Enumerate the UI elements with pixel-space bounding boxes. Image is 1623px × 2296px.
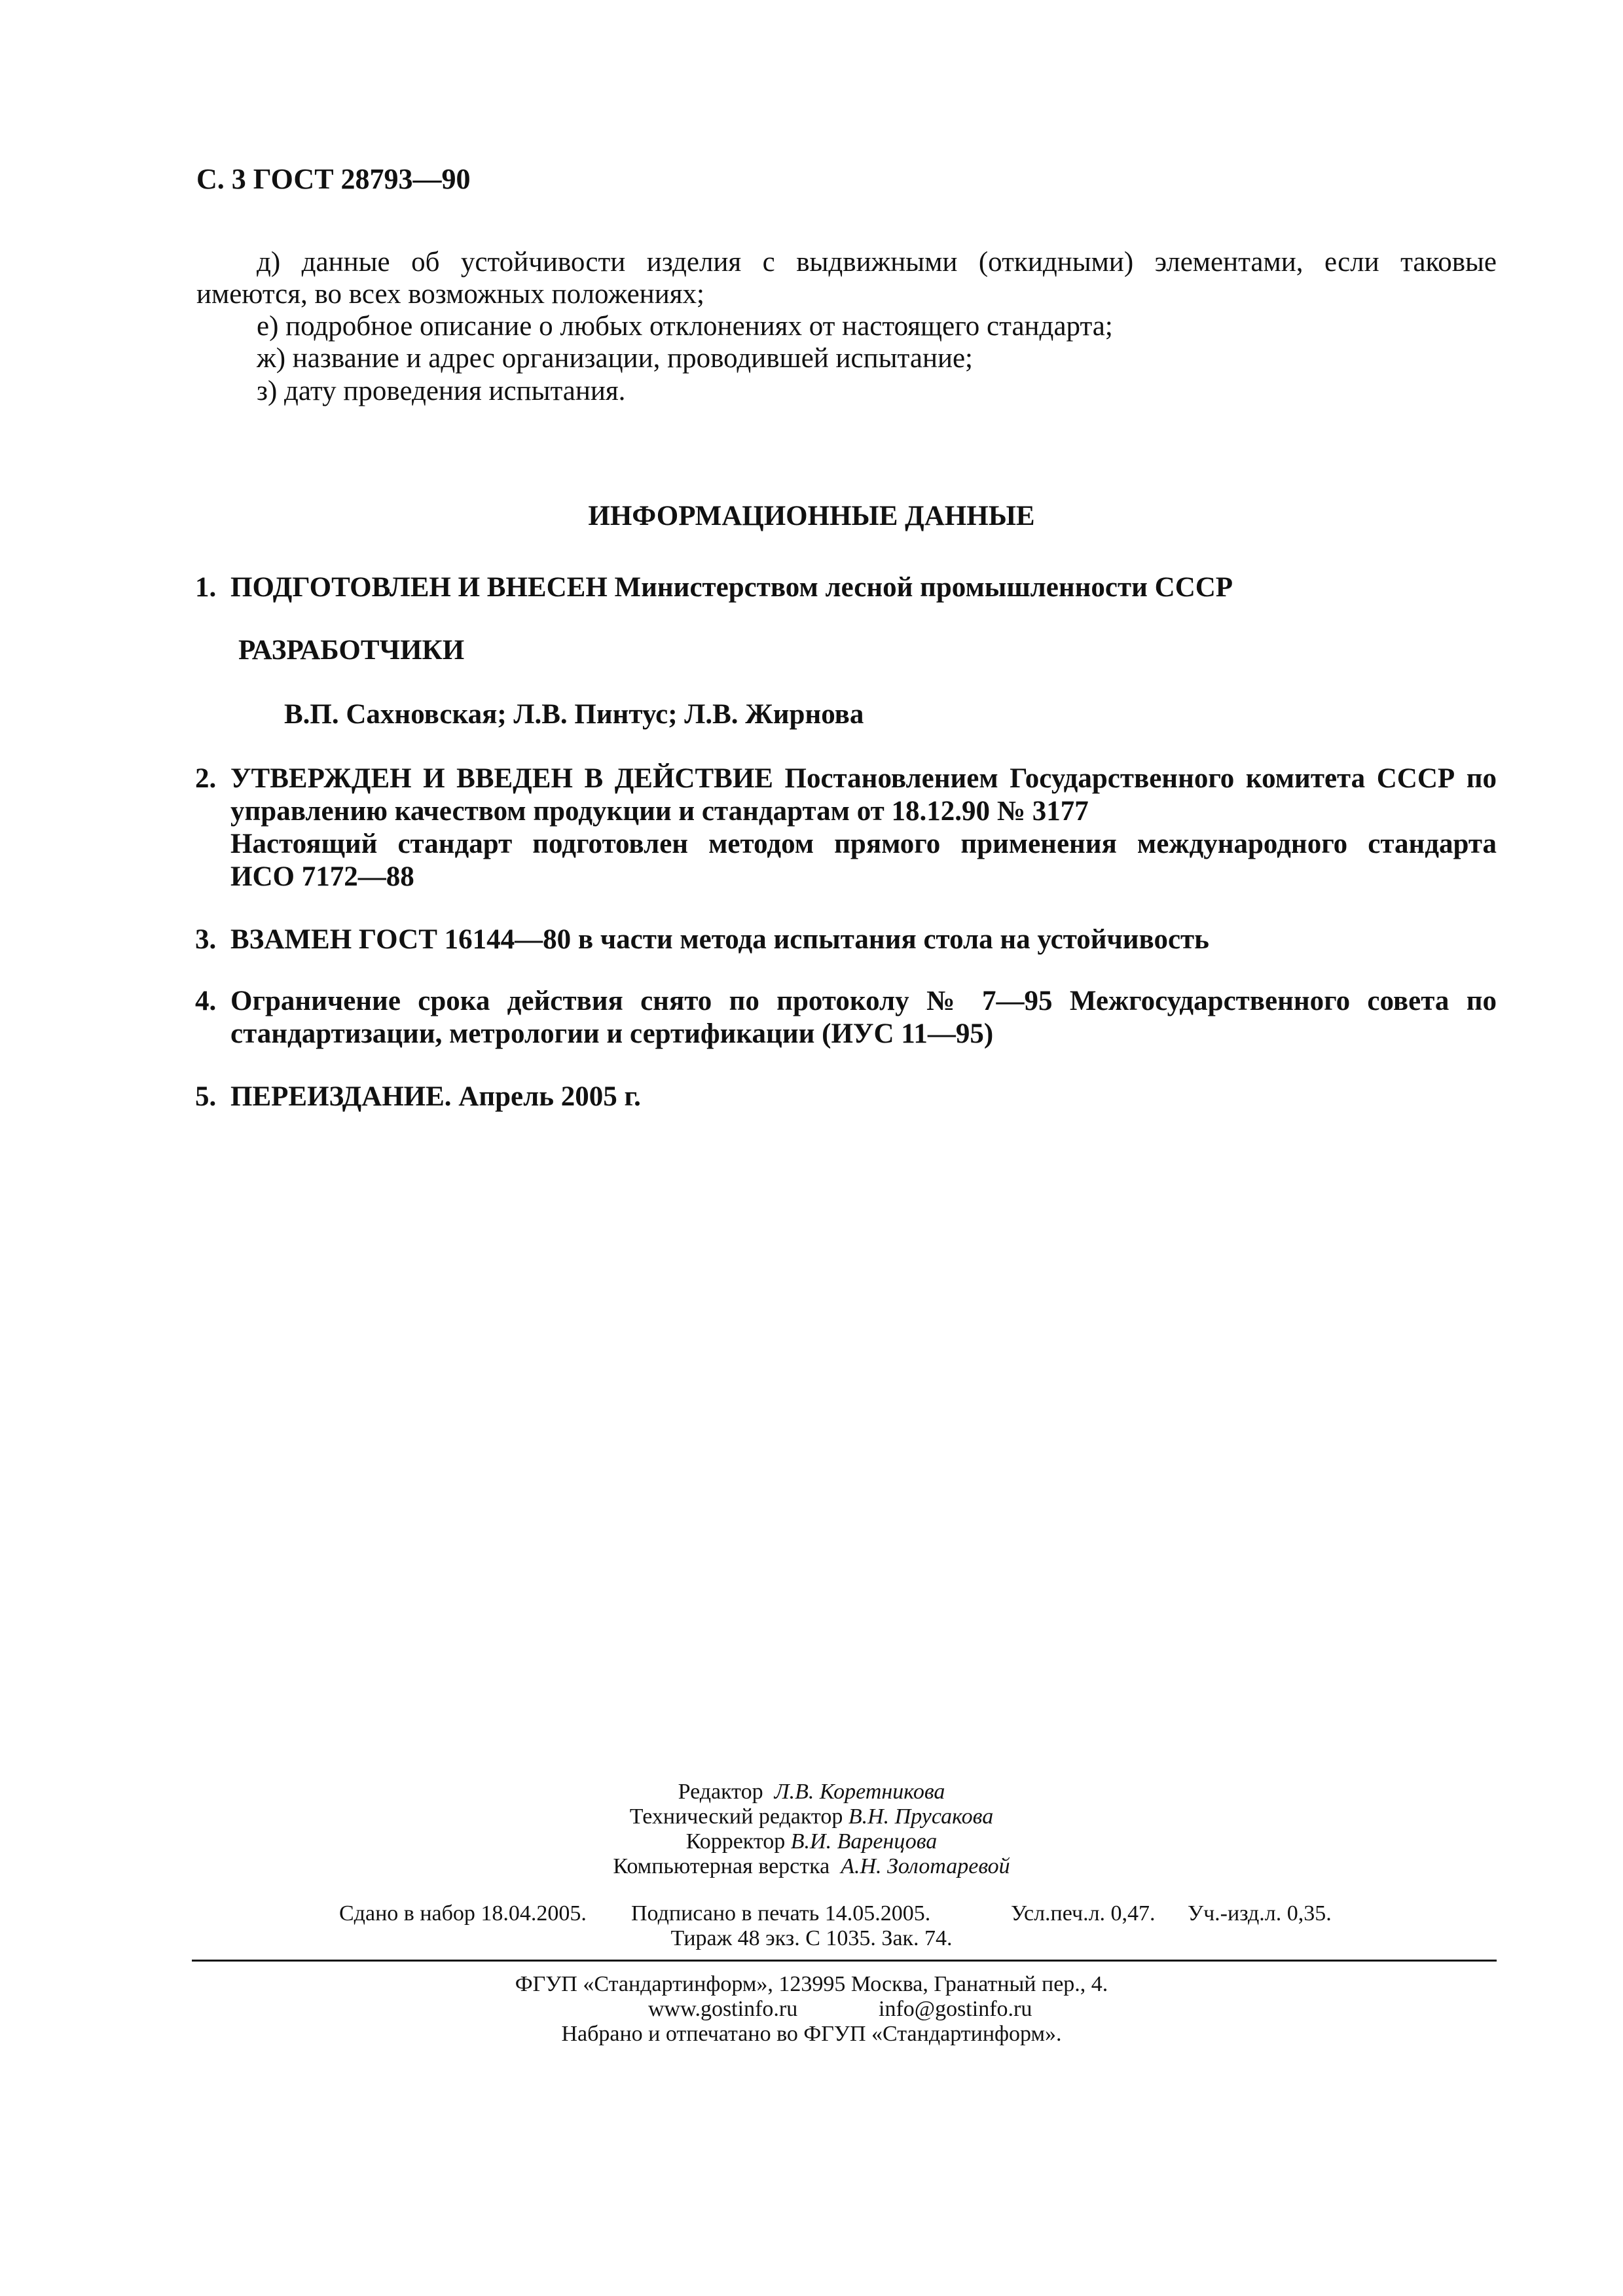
credit-layout — [0, 1854, 1623, 1880]
item-text-line: ИСО 7172—88 — [230, 861, 414, 892]
credit-name: А.Н. Золотаревой — [841, 1854, 1010, 1878]
page-header: С. 3 ГОСТ 28793—90 — [196, 163, 471, 195]
print-info-run: Тираж 48 экз. С 1035. Зак. 74. — [670, 1926, 953, 1950]
credit-name: В.Н. Прусакова — [848, 1804, 994, 1829]
publisher-email: info@gostinfo.ru — [879, 1997, 1032, 2021]
item-text: ПЕРЕИЗДАНИЕ. Апрель 2005 г. — [230, 1081, 641, 1112]
list-item-d-line1: д) данные об устойчивости изделия с выдвижными (откидными) элементами, если таковые — [257, 247, 1497, 278]
credit-label: Компьютерная верстка — [613, 1854, 830, 1878]
list-item-zh: ж) название и адрес организации, проводившей испытание; — [257, 343, 974, 374]
item-text-line: Ограничение срока действия снято по протоколу № 7—95 Межгосударственного совета по — [230, 986, 1497, 1016]
item-number: 4. — [195, 986, 217, 1016]
credit-label: Корректор — [685, 1829, 786, 1854]
credit-name: Л.В. Коретникова — [774, 1780, 945, 1804]
item-number: 3. — [195, 924, 217, 955]
item-number: 1. — [195, 572, 217, 603]
credit-label: Редактор — [678, 1780, 763, 1804]
print-info-typeset: Сдано в набор 18.04.2005. — [339, 1901, 587, 1926]
publisher-printed: Набрано и отпечатано во ФГУП «Стандартинформ». — [561, 2022, 1062, 2046]
credit-tech-editor — [0, 1804, 1623, 1830]
item-text-line: стандартизации, метрологии и сертификации (ИУС 11—95) — [230, 1018, 994, 1049]
print-info-pub-sheets: Уч.-изд.л. 0,35. — [1188, 1901, 1332, 1926]
credit-label: Технический редактор — [629, 1804, 843, 1829]
item-text: ПОДГОТОВЛЕН И ВНЕСЕН Министерством лесной промышленности СССР — [230, 572, 1233, 603]
credit-proofreader — [0, 1829, 1623, 1855]
item-text-line: УТВЕРЖДЕН И ВВЕДЕН В ДЕЙСТВИЕ Постановлением Государственного комитета СССР по — [230, 763, 1497, 794]
print-info-signed: Подписано в печать 14.05.2005. — [631, 1901, 931, 1926]
publisher-website: www.gostinfo.ru — [648, 1997, 798, 2021]
list-item-z: з) дату проведения испытания. — [257, 376, 626, 406]
item-text-line: управлению качеством продукции и стандартам от 18.12.90 № 3177 — [230, 796, 1089, 827]
item-number: 2. — [195, 763, 217, 794]
section-title: ИНФОРМАЦИОННЫЕ ДАННЫЕ — [588, 501, 1035, 531]
developers-label: РАЗРАБОТЧИКИ — [238, 635, 465, 666]
list-item-e: е) подробное описание о любых отклонениях от настоящего стандарта; — [257, 311, 1113, 342]
credit-name: В.И. Варенцова — [790, 1829, 938, 1854]
item-number: 5. — [195, 1081, 217, 1112]
item-text-line: Настоящий стандарт подготовлен методом прямого применения международного стандарта — [230, 829, 1497, 859]
developers-names: В.П. Сахновская; Л.В. Пинтус; Л.В. Жирнова — [284, 699, 864, 730]
divider — [192, 1960, 1497, 1962]
list-item-d-line2: имеются, во всех возможных положениях; — [196, 279, 704, 310]
credit-editor — [0, 1779, 1623, 1805]
publisher-address: ФГУП «Стандартинформ», 123995 Москва, Гранатный пер., 4. — [515, 1972, 1108, 1996]
item-text: ВЗАМЕН ГОСТ 16144—80 в части метода испытания стола на устойчивость — [230, 924, 1209, 955]
print-info-print-sheets: Усл.печ.л. 0,47. — [1011, 1901, 1156, 1926]
